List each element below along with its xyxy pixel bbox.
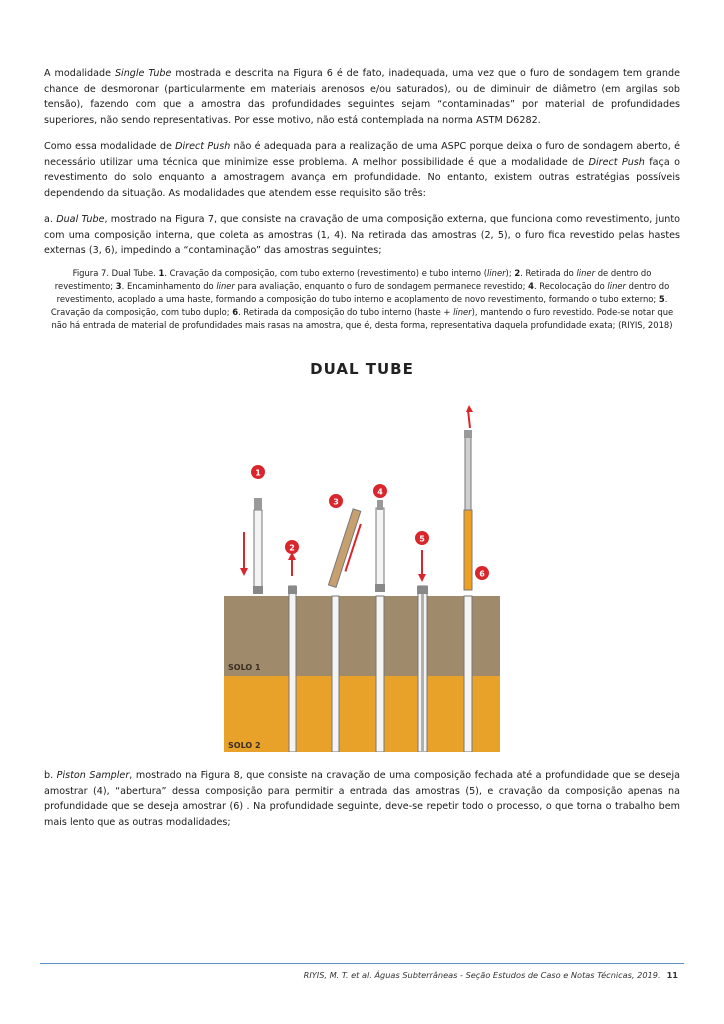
svg-text:5: 5 [419,534,425,544]
paragraph-dual-tube: a. Dual Tube, mostrado na Figura 7, que consiste na cravação de uma composição externa, que funciona como revestimento, junto com uma composição interna, que coleta as amostras (1, 4). Na retirada das amostras (2, 5), o furo fica revestido pelas hastes externas (3, 6), impedindo a “contaminação” das amostras seguintes; [44,214,680,256]
paragraph-piston-sampler: b. Piston Sampler, mostrado na Figura 8, que consiste na cravação de uma composição fechada até a profundidade que se deseja amostrar (4), “abertura” dessa composição para permitir a entrada das amostras (5), e cravação da composição apenas na profundidade que se deseja amostrar (6) . Na profundidade seguinte, deve-se repetir todo o processo, o que torna o trabalho bem mais lento que as outras modalidades; [44,770,680,828]
step-5-marker [415,531,429,545]
step-1-marker [251,465,265,479]
footer [304,970,678,980]
soil-layer-1-label: SOLO 1 [228,663,261,672]
step-6-marker [475,566,489,580]
soil-layer-2 [224,676,500,752]
footer-citation: RIYIS, M. T. et al. Águas Subterrâneas - Seção Estudos de Caso e Notas Técnicas, 2019. [303,970,661,980]
step-3-marker [329,494,343,508]
step-2-assembly [288,552,297,752]
step-6-assembly [464,405,473,752]
step-2-marker [285,540,299,554]
paragraph-direct-push: Como essa modalidade de Direct Push não é adequada para a realização de uma ASPC porque deixa o furo de sondagem aberto, é necessário utilizar uma técnica que minimize esse problema. A melhor possibilidade é que a modalidade de Direct Push faça o revestimento do solo enquanto a amostragem avança em profundidade. No entanto, existem outras estratégias possíveis dependendo da situação. As modalidades que atendem esse requisito são três: [44,141,680,199]
soil-layer-1 [224,596,500,676]
step-4-assembly [375,500,385,752]
dual-tube-figure [224,400,500,752]
svg-text:4: 4 [377,487,383,497]
svg-text:6: 6 [479,569,485,579]
step-4-marker [373,484,387,498]
figure-caption: Figura 7. Dual Tube. 1. Cravação da composição, com tubo externo (revestimento) e tubo interno (liner); 2. Retirada do liner de dentro do revestimento; 3. Encaminhamento do liner para avaliação, enquanto o furo de sondagem permanece revestido; 4. Recolocação do liner dentro do revestimento, acoplado a uma haste, formando a composição do tubo interno e acoplamento de novo revestimento, formando o tubo externo; 5. Cravação da composição, com tubo duplo; 6. Retirada da composição do tubo interno (haste + liner), mantendo o furo revestido. Pode-se notar que não há entrada de material de profundidades mais rasas na amostra, que é, desta forma, representativa daquela profundidade exata; (RIYIS, 2018) [50,268,674,330]
svg-text:2: 2 [289,543,295,553]
footer-rule [40,963,684,964]
step-1-assembly [240,498,263,594]
soil-layer-2-label: SOLO 2 [228,741,261,750]
step-5-assembly [417,550,428,752]
figure-title: DUAL TUBE [310,360,414,378]
paragraph-single-tube: A modalidade Single Tube mostrada e descrita na Figura 6 é de fato, inadequada, uma vez que o furo de sondagem tem grande chance de desmoronar (particularmente em materiais arenosos e/ou saturados), ou de diminuir de diâmetro (em argilas sob tensão), fazendo com que a amostra das profundidades seguintes sejam “contaminadas” por material de profundidades superiores, não sendo representativas. Por esse motivo, não está contemplada na norma ASTM D6282. [44,68,681,126]
svg-text:3: 3 [333,497,339,507]
svg-text:1: 1 [255,468,261,478]
page-number: 11 [666,970,678,980]
